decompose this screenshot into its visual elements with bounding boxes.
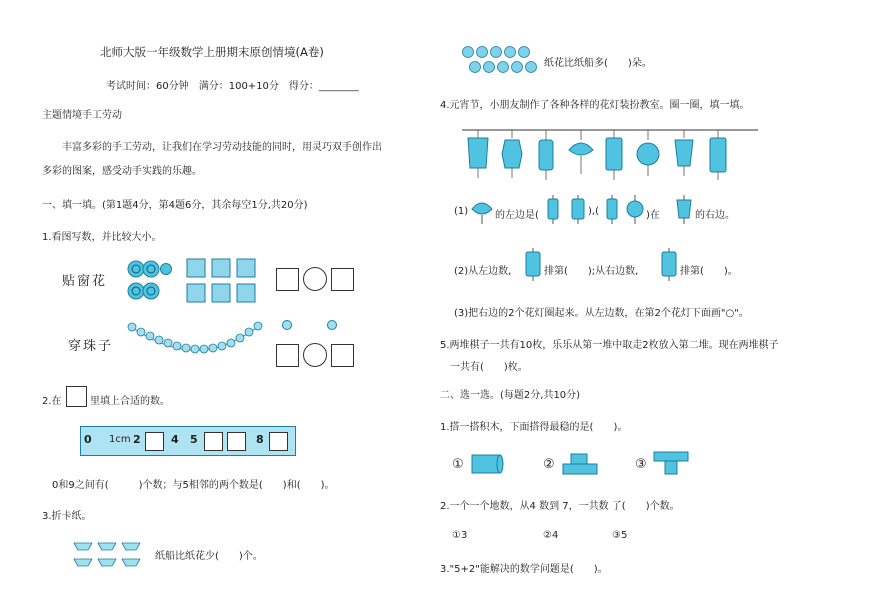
section-1-heading: 一、填一填。(第1题4分，第4题6分，其余每空1分,共20分) [42,200,308,211]
choice-question-2: 2.一个一个地数，从4 数到 7，一共数 了( )个数。 [440,501,680,512]
q4-2-text-right: 排第( )。 [680,266,738,277]
ruler-blank-9[interactable] [269,432,288,451]
q4-1-text-left: 的左边是( [495,210,539,221]
q4-1-text-right: 的右边。 [695,210,735,221]
lantern-row-image [462,126,758,186]
ruler-number-8: 8 [256,433,264,446]
ruler-blank-3[interactable] [145,432,164,451]
ruler-number-1cm: 1cm [109,434,131,445]
section-2-heading: 二、选一选。(每题2分,共10分) [440,390,581,401]
option-2-1[interactable]: ①3 [452,530,468,541]
answer-box[interactable] [276,268,299,291]
answer-box[interactable] [331,344,354,367]
question-5-line-2: 一共有( )枚。 [450,362,528,373]
answer-box[interactable] [276,344,299,367]
paper-boats-image [72,537,146,571]
option-3-marker[interactable]: ③ [635,457,647,472]
window-flower-squares-image [186,258,258,304]
paper-flowers-image [461,45,537,75]
compare-circle[interactable] [303,343,327,367]
exam-info: 考试时间：60分钟 满分：100+10分 得分：________ [106,81,359,92]
tall-lantern-icon [524,248,542,282]
t-shaped-blocks-image [652,450,692,476]
question-5-line-1: 5.两堆棋子一共有10枚，乐乐从第一堆中取走2枚放入第二堆。现在两堆棋子 [440,340,779,351]
striped-lantern-icon [570,195,586,225]
question-1: 1.看图写数，并比较大小。 [42,232,162,243]
ruler-number-2: 2 [133,433,141,446]
ruler-blank-7[interactable] [227,432,246,451]
example-box [66,386,87,407]
label-beads: 穿珠子 [68,339,114,354]
theme-heading: 主题情境手工劳动 [42,110,122,121]
question-3b-line: 纸花比纸船多( )朵。 [544,58,652,69]
answer-box[interactable] [331,268,354,291]
ruler-number-4: 4 [171,433,179,446]
option-1-marker[interactable]: ① [452,457,464,472]
ruler-number-5: 5 [190,433,198,446]
stacked-blocks-image [561,450,601,476]
ruler [80,426,296,456]
long-lantern-icon [605,195,619,225]
q4-2-text-left: 排第( );从右边数, [544,266,639,277]
label-paper-cutting: 贴窗花 [62,274,108,289]
window-flower-circles-image [126,258,172,302]
q4-1-text-mid: ),( [588,206,599,217]
q4-1-label: (1) [454,206,469,217]
question-3-line: 纸船比纸花少( )个。 [155,551,263,562]
tall-lantern-icon [660,248,678,282]
question-2-line: 0和9之间有( )个数；与5相邻的两个数是( )和( )。 [52,480,335,491]
question-3: 3.折卡纸。 [42,511,92,522]
bead-count-image [280,318,340,332]
option-2-marker[interactable]: ② [543,457,555,472]
small-lantern-icon [675,195,693,225]
ruler-number-0: 0 [84,433,92,446]
round-lantern-icon [626,195,644,225]
long-lantern-icon [546,195,560,225]
q4-3-text: (3)把右边的2个花灯圈起来。从左边数，在第2个花灯下面画"○"。 [454,308,749,319]
lotus-lantern-icon [471,197,493,225]
q4-1-text-in: )在 [646,210,660,221]
question-4: 4.元宵节，小朋友制作了各种各样的花灯装扮教室。圈一圈，填一填。 [440,100,750,111]
intro-line-2: 多彩的图案，感受动手实践的乐趣。 [42,166,202,177]
ruler-blank-6[interactable] [204,432,223,451]
question-2-prefix: 2.在 [42,396,62,407]
option-2-3[interactable]: ③5 [612,530,628,541]
q4-2-label: (2)从左边数, [454,266,512,277]
option-2-2[interactable]: ②4 [543,530,559,541]
cylinder-block-image [470,449,504,477]
compare-circle[interactable] [303,267,327,291]
question-2-suffix: 里填上合适的数。 [90,396,170,407]
page-title: 北师大版一年级数学上册期末原创情境(A卷) [100,45,324,59]
intro-line-1: 丰富多彩的手工劳动，让我们在学习劳动技能的同时，用灵巧双手创作出 [62,142,382,153]
choice-question-3: 3."5+2"能解决的数学问题是( )。 [440,564,608,575]
bead-string-image [126,318,266,358]
choice-question-1: 1.搭一搭积木，下面搭得最稳的是( )。 [440,422,628,433]
